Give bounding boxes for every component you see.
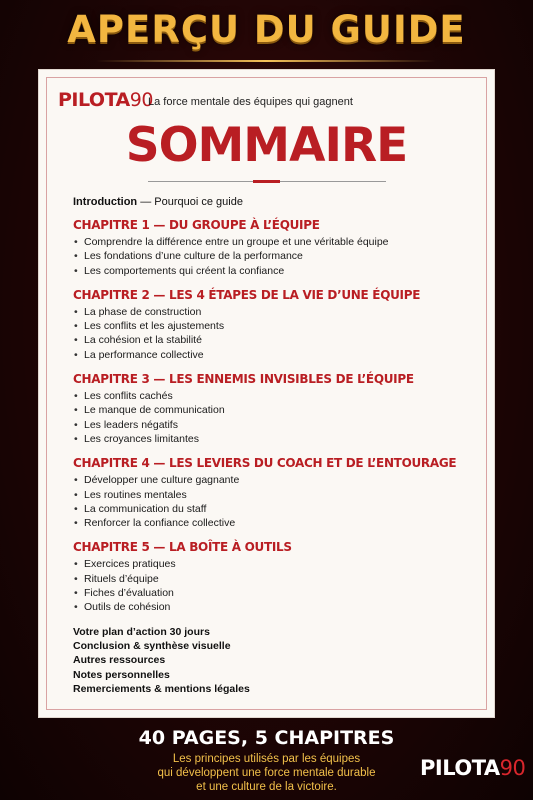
table-of-contents bbox=[73, 196, 473, 696]
list-item: • La communication du staff bbox=[73, 502, 473, 516]
extra-section: Autres ressources bbox=[73, 654, 166, 667]
brand-logo bbox=[58, 89, 153, 111]
chapter-items bbox=[73, 389, 473, 446]
footer-brand-logo bbox=[420, 756, 525, 780]
extra-sections bbox=[73, 625, 473, 696]
list-item: • La cohésion et la stabilité bbox=[73, 333, 473, 347]
footer-brand-number: 90 bbox=[499, 756, 526, 780]
list-item: • Les conflits cachés bbox=[73, 389, 473, 403]
list-item: • Les comportements qui créent la confiance bbox=[73, 264, 473, 278]
intro-line bbox=[73, 196, 473, 208]
list-item: • La performance collective bbox=[73, 348, 473, 362]
list-item: • Développer une culture gagnante bbox=[73, 473, 473, 487]
list-item: • Les leaders négatifs bbox=[73, 418, 473, 432]
footer-line: qui développent une force mentale durable bbox=[157, 767, 376, 779]
header-glow-divider bbox=[96, 60, 436, 62]
chapter-title: CHAPITRE 1 — DU GROUPE À L’ÉQUIPE bbox=[73, 218, 320, 232]
extra-section: Remerciements & mentions légales bbox=[73, 682, 250, 695]
list-item: • Comprendre la différence entre un groupe et une véritable équipe bbox=[73, 235, 473, 249]
extra-section: Notes personnelles bbox=[73, 668, 170, 681]
chapter-items bbox=[73, 235, 473, 278]
list-item: • Fiches d’évaluation bbox=[73, 586, 473, 600]
chapter-title: CHAPITRE 4 — LES LEVIERS DU COACH ET DE L’ENTOURAGE bbox=[73, 456, 457, 471]
list-item: • Outils de cohésion bbox=[73, 600, 473, 614]
chapter-items bbox=[73, 473, 473, 530]
brand-name: PILOTA bbox=[58, 89, 130, 111]
list-item: • Le manque de communication bbox=[73, 403, 473, 417]
chapter-title: CHAPITRE 2 — LES 4 ÉTAPES DE LA VIE D’UNE ÉQUIPE bbox=[73, 287, 421, 302]
list-item: • Renforcer la confiance collective bbox=[73, 516, 473, 530]
page-title: SOMMAIRE bbox=[125, 118, 408, 173]
extra-section: Conclusion & synthèse visuelle bbox=[73, 639, 231, 652]
chapter-title: CHAPITRE 5 — LA BOÎTE À OUTILS bbox=[73, 540, 292, 555]
intro-label: Introduction bbox=[73, 196, 138, 208]
chapter-items bbox=[73, 557, 473, 614]
title-divider-accent bbox=[253, 180, 280, 183]
footer-title: 40 PAGES, 5 CHAPITRES bbox=[138, 727, 395, 749]
extra-section: Votre plan d’action 30 jours bbox=[73, 625, 210, 638]
list-item: • La phase de construction bbox=[73, 305, 473, 319]
list-item: • Les fondations d’une culture de la performance bbox=[73, 249, 473, 263]
intro-text: — Pourquoi ce guide bbox=[140, 196, 243, 208]
footer-brand-name: PILOTA bbox=[420, 756, 500, 780]
chapter-items bbox=[73, 305, 473, 362]
list-item: • Les croyances limitantes bbox=[73, 432, 473, 446]
list-item: • Rituels d’équipe bbox=[73, 572, 473, 586]
footer-line: Les principes utilisés par les équipes bbox=[172, 753, 361, 765]
list-item: • Les routines mentales bbox=[73, 488, 473, 502]
header-title: APERÇU DU GUIDE bbox=[67, 8, 466, 51]
list-item: • Exercices pratiques bbox=[73, 557, 473, 571]
list-item: • Les conflits et les ajustements bbox=[73, 319, 473, 333]
brand-tagline: La force mentale des équipes qui gagnent bbox=[148, 96, 353, 108]
brand-number: 90 bbox=[129, 89, 153, 111]
footer-line: et une culture de la victoire. bbox=[196, 781, 337, 793]
chapter-title: CHAPITRE 3 — LES ENNEMIS INVISIBLES DE L’ÉQUIPE bbox=[73, 372, 414, 387]
